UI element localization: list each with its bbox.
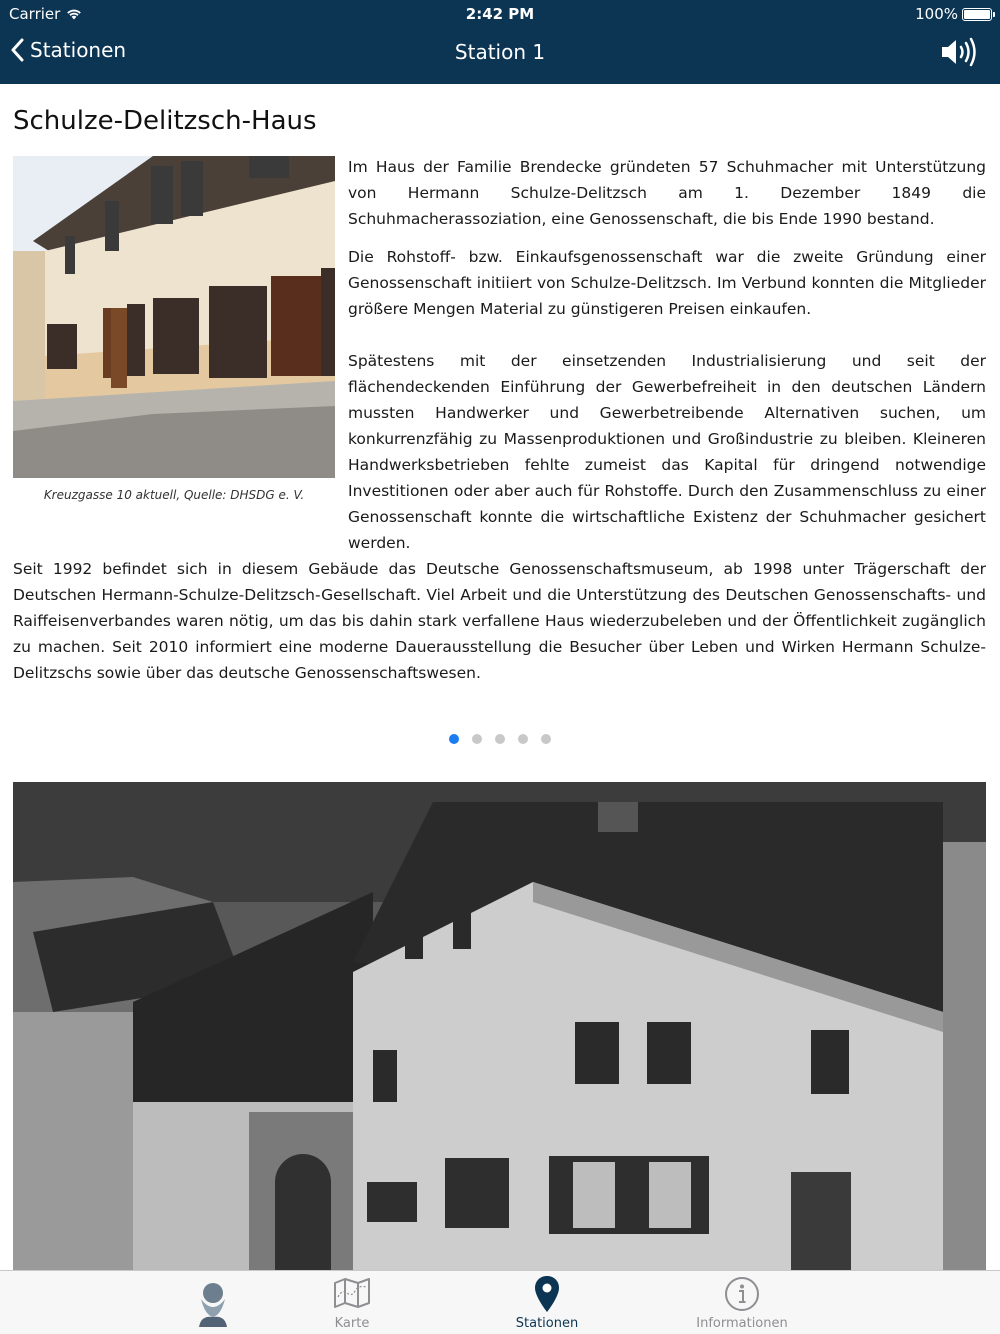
tab-bar xyxy=(0,1270,1000,1334)
navigation-bar xyxy=(0,28,1000,84)
tab-informationen[interactable] xyxy=(677,1271,807,1334)
status-bar xyxy=(0,0,1000,28)
carrier-label: Carrier xyxy=(9,5,61,23)
info-icon xyxy=(724,1276,760,1312)
page-title: Schulze-Delitzsch-Haus xyxy=(13,106,317,136)
page-dot-3[interactable] xyxy=(495,734,505,744)
tab-portrait[interactable] xyxy=(148,1271,278,1334)
tab-karte[interactable] xyxy=(287,1271,417,1334)
tab-stationen-label: Stationen xyxy=(515,1316,579,1331)
paragraph-4: Seit 1992 befindet sich in diesem Gebäude das Deutsche Genossenschaftsmuseum, ab 1998 unter Trägerschaft der Deutschen Hermann-Schulze-Delitzsch-Gesellschaft. Viel Arbeit und die Unterstützung des Deutschen Genossenschafts- und Raiffeisenverbandes waren nötig, um das bis dahin stark verfallene Haus wiederzubeleben und der Öffentlichkeit zugänglich zu machen. Seit 2010 informiert eine moderne Dauerausstellung die Besucher über Leben und Wirken Hermann Schulze-Delitzschs sowie über das deutsche Genossenschaftswesen. xyxy=(13,560,986,682)
page-dot-1[interactable] xyxy=(449,734,459,744)
back-label: Stationen xyxy=(30,38,127,62)
tab-karte-label: Karte xyxy=(334,1316,370,1331)
speaker-icon xyxy=(940,36,980,68)
battery-icon xyxy=(962,8,992,21)
page-dot-5[interactable] xyxy=(541,734,551,744)
map-icon xyxy=(333,1277,371,1309)
paragraph-2: Die Rohstoff- bzw. Einkaufsgenossenschaft war die zweite Gründung einer Genossenschaft initiiert von Schulze-Delitzsch. Im Verbund konnten die Mitglieder größere Mengen Material zu günstigeren Preisen einkaufen. xyxy=(348,248,986,318)
intro-text xyxy=(348,154,986,568)
location-pin-icon xyxy=(534,1275,560,1313)
house-photo-historic[interactable] xyxy=(13,782,986,1270)
audio-button[interactable] xyxy=(940,36,980,72)
page-dot-2[interactable] xyxy=(472,734,482,744)
nav-title: Station 1 xyxy=(454,40,546,64)
paragraph-1: Im Haus der Familie Brendecke gründeten 57 Schuhmacher mit Unterstützung von Hermann Schulze-Delitzsch am 1. Dezember 1849 die Schuhmacherassoziation, eine Genossenschaft, die bis Ende 1990 bestand. xyxy=(348,158,986,228)
house-photo-current xyxy=(13,156,335,478)
tab-stationen[interactable] xyxy=(482,1271,612,1334)
battery-status xyxy=(915,5,992,23)
page-indicator[interactable] xyxy=(0,734,1000,744)
page-dot-4[interactable] xyxy=(518,734,528,744)
portrait-icon xyxy=(193,1277,233,1327)
tab-informationen-label: Informationen xyxy=(696,1316,788,1331)
photo-caption: Kreuzgasse 10 aktuell, Quelle: DHSDG e. V. xyxy=(43,488,305,502)
paragraph-3: Spätestens mit der einsetzenden Industrialisierung und seit der flächendeckenden Einführung der Gewerbefreiheit in den deutschen Ländern mussten Handwerker und Gewerbetreibende Alternativen suchen, um konkurrenzfähig zu Massenproduktionen und Großindustrie zu bleiben. Kleineren Handwerksbetrieben fehlte zumeist das Kapital für dringend notwendige Investitionen oder aber auch für Rohstoffe. Durch den Zusammenschluss zu einer Genossenschaft konnte die wirtschaftliche Existenz der Schuhmacher gesichert werden. xyxy=(348,352,986,552)
clock: 2:42 PM xyxy=(465,5,535,23)
top-bar xyxy=(0,0,1000,84)
station-content[interactable] xyxy=(0,84,1000,1270)
battery-percent: 100% xyxy=(915,5,958,23)
